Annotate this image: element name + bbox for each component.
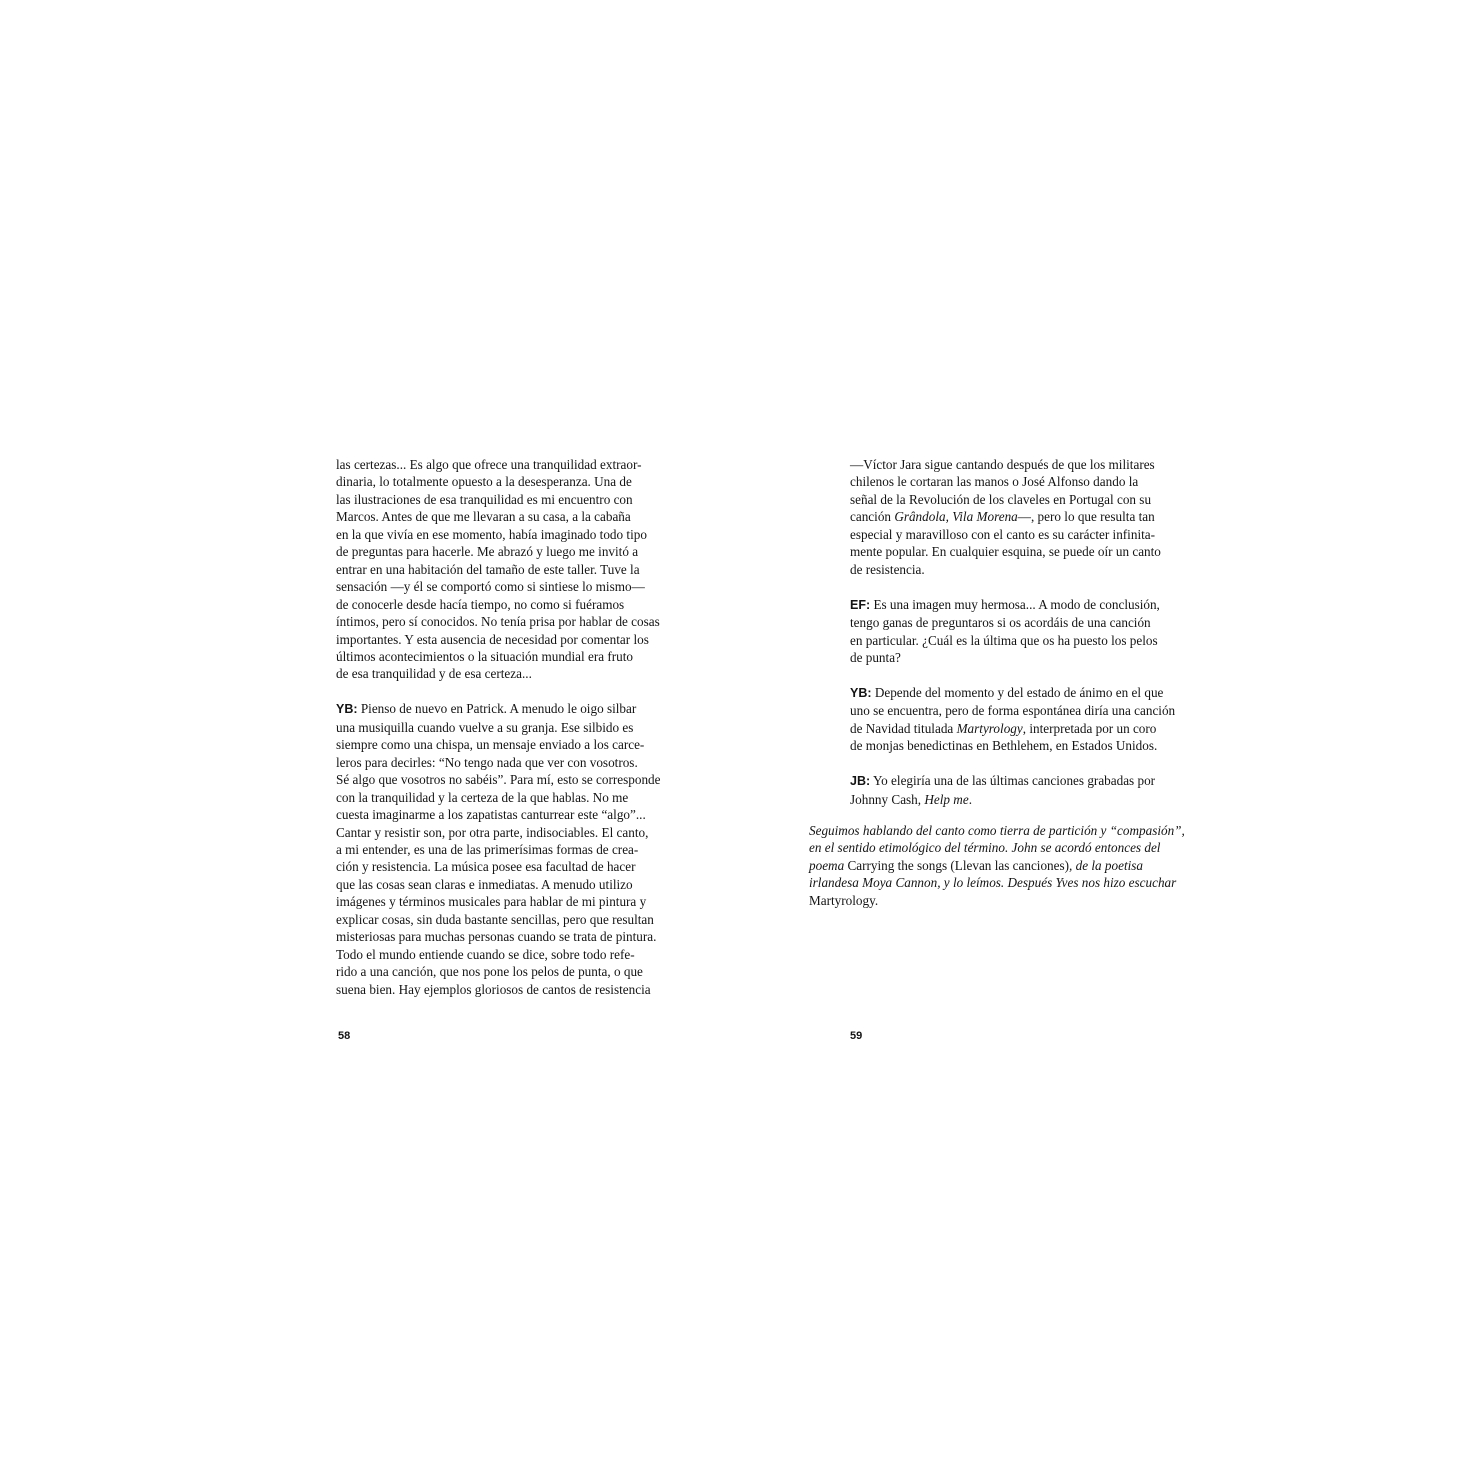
right-text-column bbox=[850, 456, 1180, 808]
text-line: leros para decirles: “No tengo nada que ver con vosotros. bbox=[336, 754, 638, 770]
paragraph-gap bbox=[850, 578, 1180, 595]
text-line: rido a una canción, que nos pone los pelos de punta, o que bbox=[336, 964, 643, 980]
left-text-column bbox=[336, 456, 664, 998]
text-span: Johnny Cash, bbox=[850, 791, 925, 807]
paragraph-gap bbox=[850, 666, 1180, 683]
text-line: dinaria, lo totalmente opuesto a la desesperanza. Una de bbox=[336, 474, 632, 490]
text-line: chilenos le cortaran las manos o José Alfonso dando la bbox=[850, 474, 1139, 490]
text-line bbox=[336, 700, 664, 718]
text-span: poema bbox=[809, 857, 848, 873]
text-span: —, pero lo que resulta tan bbox=[1017, 509, 1155, 525]
speaker-label: EF: bbox=[850, 597, 871, 612]
page-number: 58 bbox=[338, 1030, 351, 1042]
text-line: en la que vivía en ese momento, había imaginado todo tipo bbox=[336, 526, 647, 542]
text-span: canción bbox=[850, 509, 895, 525]
text-span: , de la poetisa bbox=[1069, 857, 1144, 873]
text-line bbox=[809, 892, 1179, 909]
text-line: las ilustraciones de esa tranquilidad es mi encuentro con bbox=[336, 491, 633, 507]
text-line: uno se encuentra, pero de forma espontánea diría una canción bbox=[850, 703, 1176, 719]
text-line: que las cosas sean claras e inmediatas. A menudo utilizo bbox=[336, 876, 633, 892]
paragraph-gap bbox=[336, 683, 664, 700]
text-line: cuesta imaginarme a los zapatistas canturrear este “algo”... bbox=[336, 807, 646, 823]
text-line bbox=[850, 596, 1180, 614]
italic-narrative-note bbox=[809, 822, 1185, 909]
paragraph-jb-answer bbox=[850, 772, 1180, 808]
text-line: Marcos. Antes de que me llevaran a su casa, a la cabaña bbox=[336, 509, 631, 525]
song-title: Martyrology bbox=[956, 720, 1023, 736]
text-line: de resistencia. bbox=[850, 561, 925, 577]
text-line bbox=[850, 791, 1180, 808]
text-line: de preguntas para hacerle. Me abrazó y luego me invitó a bbox=[336, 544, 639, 560]
text-line: una musiquilla cuando vuelve a su granja. Ese silbido es bbox=[336, 719, 634, 735]
paragraph-yb-patrick bbox=[336, 700, 664, 998]
text-line bbox=[809, 857, 1179, 874]
text-line bbox=[850, 772, 1180, 790]
text-line: señal de la Revolución de los claveles en Portugal con su bbox=[850, 491, 1152, 507]
text-span: Yo elegiría una de las últimas canciones grabadas por bbox=[870, 773, 1156, 789]
text-line: imágenes y términos musicales para hablar de mi pintura y bbox=[336, 894, 647, 910]
text-line: mente popular. En cualquier esquina, se puede oír un canto bbox=[850, 544, 1161, 560]
song-title: Martyrology bbox=[809, 892, 875, 908]
page-number: 59 bbox=[850, 1030, 863, 1042]
text-line: especial y maravilloso con el canto es su carácter infinita- bbox=[850, 526, 1156, 542]
text-line: siempre como una chispa, un mensaje enviado a los carce- bbox=[336, 737, 645, 753]
text-span: Es una imagen muy hermosa... A modo de conclusión, bbox=[870, 596, 1160, 612]
text-line: a mi entender, es una de las primerísimas formas de crea- bbox=[336, 841, 639, 857]
paragraph-gap bbox=[850, 755, 1180, 772]
text-line: de conocerle desde hacía tiempo, no como si fuéramos bbox=[336, 596, 625, 612]
text-line: tengo ganas de preguntaros si os acordáis de una canción bbox=[850, 615, 1151, 631]
text-span: Pienso de nuevo en Patrick. A menudo le oigo silbar bbox=[357, 701, 637, 717]
text-line: de punta? bbox=[850, 649, 901, 665]
paragraph-yb-answer bbox=[850, 684, 1180, 755]
paragraph-victor-jara bbox=[850, 456, 1180, 578]
text-line: Sé algo que vosotros no sabéis”. Para mí, esto se corresponde bbox=[336, 772, 661, 788]
text-span: , interpretada por un coro bbox=[1022, 720, 1157, 736]
text-line: suena bien. Hay ejemplos gloriosos de cantos de resistencia bbox=[336, 981, 651, 997]
text-span: . bbox=[874, 892, 879, 908]
text-line: de monjas benedictinas en Bethlehem, en Estados Unidos. bbox=[850, 738, 1158, 754]
text-line: en particular. ¿Cuál es la última que os ha puesto los pelos bbox=[850, 632, 1158, 648]
song-title: Help me bbox=[924, 791, 969, 807]
text-line: las certezas... Es algo que ofrece una tranquilidad extraor- bbox=[336, 457, 642, 472]
speaker-label: YB: bbox=[336, 702, 358, 717]
speaker-label: JB: bbox=[850, 774, 871, 789]
text-line bbox=[850, 508, 1180, 525]
text-line: últimos acontecimientos o la situación mundial era fruto bbox=[336, 648, 634, 664]
text-span: Depende del momento y del estado de ánimo en el que bbox=[871, 684, 1164, 700]
paragraph-closing-remark bbox=[336, 456, 664, 683]
text-line: en el sentido etimológico del término. John se acordó entonces del bbox=[809, 840, 1161, 856]
song-title: Grândola, Vila Morena bbox=[894, 509, 1018, 525]
text-span: de Navidad titulada bbox=[850, 720, 957, 736]
poem-title: Carrying the songs (Llevan las canciones) bbox=[847, 857, 1070, 873]
text-line: Seguimos hablando del canto como tierra de partición y “compasión”, bbox=[809, 823, 1185, 838]
text-line: Cantar y resistir son, por otra parte, indisociables. El canto, bbox=[336, 824, 649, 840]
text-line: —Víctor Jara sigue cantando después de que los militares bbox=[850, 457, 1155, 472]
text-line: explicar cosas, sin duda bastante sencillas, pero que resultan bbox=[336, 911, 654, 927]
text-span: . bbox=[968, 791, 972, 807]
text-line: Todo el mundo entiende cuando se dice, sobre todo refe- bbox=[336, 946, 635, 962]
text-line: de esa tranquilidad y de esa certeza... bbox=[336, 666, 532, 682]
paragraph-ef-question bbox=[850, 596, 1180, 667]
text-line: misteriosas para muchas personas cuando se trata de pintura. bbox=[336, 929, 657, 945]
text-line: íntimos, pero sí conocidos. No tenía prisa por hablar de cosas bbox=[336, 614, 660, 630]
text-line: con la tranquilidad y la certeza de la que hablas. No me bbox=[336, 789, 629, 805]
text-line bbox=[850, 720, 1180, 737]
text-line bbox=[850, 684, 1180, 702]
text-line: entrar en una habitación del tamaño de este taller. Tuve la bbox=[336, 561, 640, 577]
text-line: ción y resistencia. La música posee esa facultad de hacer bbox=[336, 859, 636, 875]
text-line: importantes. Y esta ausencia de necesidad por comentar los bbox=[336, 631, 649, 647]
text-line: irlandesa Moya Cannon, y lo leímos. Después Yves nos hizo escuchar bbox=[809, 875, 1177, 891]
text-line: sensación —y él se comportó como si sintiese lo mismo— bbox=[336, 579, 645, 595]
speaker-label: YB: bbox=[850, 685, 872, 700]
